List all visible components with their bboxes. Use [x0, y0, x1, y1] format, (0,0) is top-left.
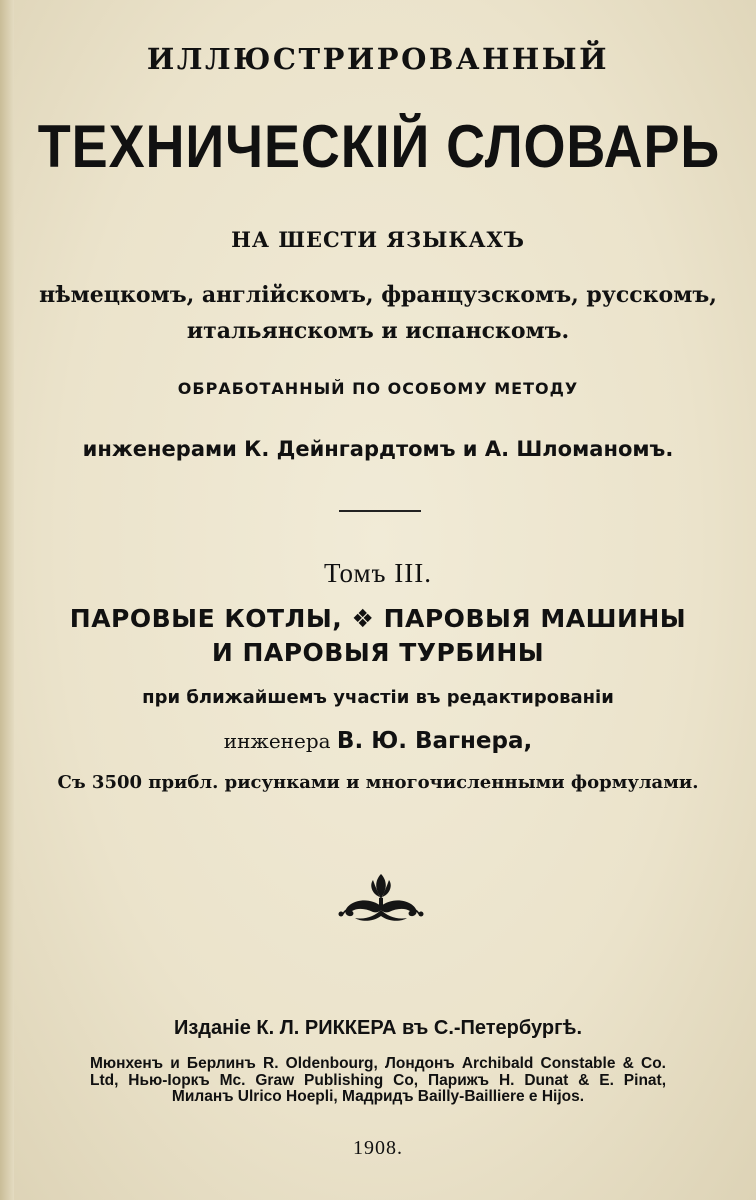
editor-prefix: инженера — [223, 729, 331, 753]
topic-line-1: ПАРОВЫЕ КОТЛЫ, ❖ ПАРОВЫЯ МАШИНЫ — [69, 604, 687, 633]
fleuron-icon — [335, 870, 427, 926]
publisher-line: Изданіе К. Л. РИККЕРА въ С.-Петербургѣ. — [173, 1017, 583, 1039]
editor-name: В. Ю. Вагнера, — [336, 728, 533, 754]
engineers-line: инженерами К. Дейнгардтомъ и А. Шломаномъ. — [82, 437, 674, 461]
topic-line-2: И ПАРОВЫЯ ТУРБИНЫ — [211, 638, 545, 667]
divider-rule — [339, 510, 421, 512]
figures-line: Съ 3500 прибл. рисунками и многочисленными формулами. — [57, 772, 699, 793]
participation-line: при ближайшемъ участіи въ редактированіи — [142, 687, 614, 708]
main-title: ТЕХНИЧЕСКІЙ СЛОВАРЬ — [37, 113, 721, 180]
distributors-block: Мюнхенъ и Берлинъ R. Oldenbourg, Лондонъ Archibald Constable & Co. Ltd, Нью-Іоркъ Mc. Graw Publishing Co, Парижъ H. Dunat & E. Pinat, Миланъ Ulrico Hoepli, Мадридъ Bailly-Bailliere e Hijos. — [90, 1055, 666, 1105]
method-line: ОБРАБОТАННЫЙ ПО ОСОБОМУ МЕТОДУ — [177, 379, 579, 398]
six-languages-line: НА ШЕСТИ ЯЗЫКАХЪ — [231, 227, 525, 252]
languages-line-1: нѣмецкомъ, англійскомъ, французскомъ, русскомъ, — [39, 282, 717, 308]
volume-line: Томъ III. — [324, 558, 432, 588]
title-top-line: ИЛЛЮСТРИРОВАННЫЙ — [146, 42, 610, 76]
year-line: 1908. — [353, 1137, 403, 1159]
editor-line — [0, 728, 756, 754]
languages-line-2: итальянскомъ и испанскомъ. — [186, 318, 570, 344]
